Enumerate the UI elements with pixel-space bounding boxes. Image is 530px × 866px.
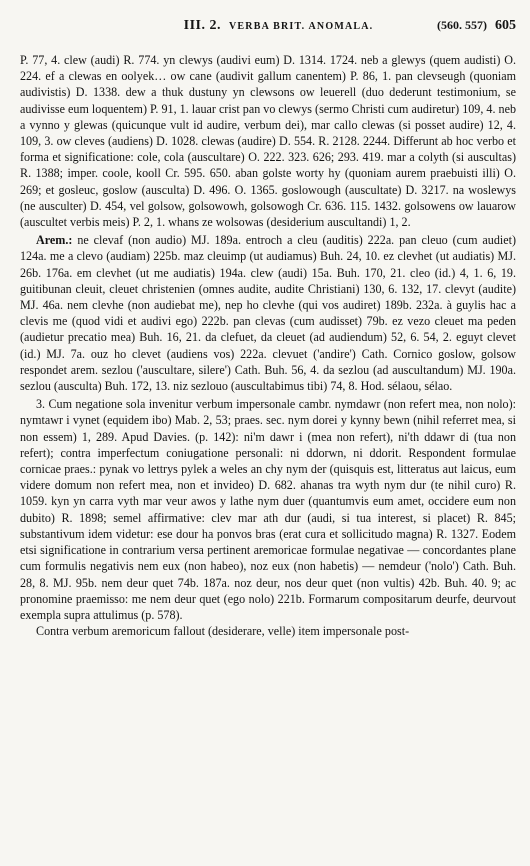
paragraph-section-3: [20, 396, 516, 623]
paragraph-cornish-forms: [20, 52, 516, 230]
reference-range: (560. 557): [437, 18, 487, 32]
paragraph-continuation: [20, 623, 516, 639]
paragraph-text: ne clevaf (non audio) MJ. 189a. entroch a cleu (auditis) 222a. pan cleuo (cum audiet) 124a. me a clevo (audiam) 225b. maz cleuimp (ut audiamus) Buh. 24, 10. ez clevhet (ut audiatis) MJ. 26b. 176a. em clevhet (ut me audiatis) 194a. clew (audi) 15a. Buh. 170, 21. cleo (id.) 4, 1. 6, 19. guitibunan cleuit, cleuet christenien (omnes audite, audite Christiani) 130, 6. 132, 17. clevyt (audite) MJ. 46a. nem clevhe (non audiebat me), nep ho clevhe (qui vos audiret) 189b. 232a. à guylis hac a clevis me (quod vidi et audivi ego) 222b. pan clevas (cum audisset) 79b. ez vezo cleuet ma peden (audietur precatio mea) Buh. 16, 21. da clefuet, da cleuet (ad audiendum) 52, 6. 54, 2. eguyt clevet (id.) MJ. 7a. ouz ho clevet (audiens vos) 222a. clevuet ('andire') Cath. Cornico goslow, golsow respondet arem. sezlou ('auscultare, silere') Cath. Buh. 56, 4. da sezlou (ad auscultandum) MJ. 190a. sezlou (ausculta) Buh. 172, 13. niz sezlouo (auscultabimus tibi) 74, 8. Hod. sélaou, sélao.: [20, 233, 516, 394]
paragraph-text: Contra verbum aremoricum fallout (desiderare, velle) item impersonale post-: [36, 624, 410, 639]
running-title: [184, 18, 374, 34]
running-header: [20, 18, 516, 44]
section-number: III. 2.: [183, 18, 221, 33]
page-body: [20, 52, 516, 639]
section-title: VERBA BRIT. ANOMALA.: [228, 21, 374, 32]
paragraph-text: 3. Cum negatione sola invenitur verbum impersonale cambr. nymdawr (non refert mea, non nolo): nymtawr i vynet (equidem ibo) Mab. 2, 53; praes. sec. nym dorei y kynny bewn (nihil referret mea, si non essem) 1, 289. Apud Davies. (p. 142): ni'm dawr i (mea non refert), ni'th ddawr di (tua non refert); contra imperfectum coniugatione personali: ni ddorwn, ni ddorit. Respondent formulae cornicae praes.: pynak vo lettrys pylek a weles an chy nym der (quisquis est, litteratus aut laicus, eum videre domum non refert mea, non et invideo) D. 682. ahanas tra wyth nym dur (te nihil curo) R. 1059. kyn yn carra vyth mar veur awos y lathe nym duer (quantumvis eum amet, occidere eum non dubito) R. 1898; semel affirmative: clev mar ath dur (audi, si tua interest, si placet) R. 845; substantivum idem videtur: ese dour ha ponvos bras (erat cura et sollicitudo magna) R. 1327. Eodem etsi significatione in contrarium versa pertinent aremoricae formulae negativae — concordantes plane cum formulis negativis nem eux (non habeo), noz eux (non habetis) — nemdeur ('nolo') Cath. Buh. 28, 8. MJ. 95b. nem deur quet 74b. 187a. noz deur, nos deur quet (non vultis) 42b. Buh. 40. 9; ac pronomine praemisso: me nem deur quet (ego nolo) 221b. Formarum compositarum deurfe, deurvout exempla supra attulimus (p. 578).: [20, 397, 516, 622]
page-number: 605: [495, 18, 516, 33]
paragraph-label: Arem.:: [36, 233, 73, 248]
paragraph-text: P. 77, 4. clew (audi) R. 774. yn clewys (audivi eum) D. 1314. 1724. neb a glewys (quem audisti) O. 224. ef a clewas en oolyek… ow cane (audivit gallum canentem) P. 86, 1. pan clevseugh (quoniam audivistis) D. 1338. dew a thuk dustuny yn clewsons ow leuerell (duo dederunt testimonium, se audivisse eum loquentem) P. 91, 1. lauar crist pan vo clewys (sermo Christi cum audiretur) 109, 4. neb a vynno y glewas (quicunque vult id audire, verbum dei), mar callo clewas (si posset audire) 12, 4. 109, 3. ow cleves (audiens) D. 1028. clewas (audire) D. 554. R. 2128. 2244. Differunt ab hoc verbo et forma et significatione: cole, cola (auscultare) O. 222. 323. 626; 293. 419. mar a colyth (si auscultas) R. 1388; imper. coole, kooll Cr. 595. 650. aban golste worty hy (quoniam aurem praebuisti illi) O. 269; et gosleuc, goslow (ausculta) D. 496. O. 1365. goslowough (auscultate) D. 3217. na woslewys (ne ausculter) D. 454, vel golsow, golsowowh, golsowogh Cr. 636. 115. 1432. golsowens ow lauarow (auscultet verbis meis) P. 2, 1. whans ze wolsowas (desiderium auscultandi) 1, 2.: [20, 53, 516, 230]
paragraph-armorican: [20, 232, 516, 394]
